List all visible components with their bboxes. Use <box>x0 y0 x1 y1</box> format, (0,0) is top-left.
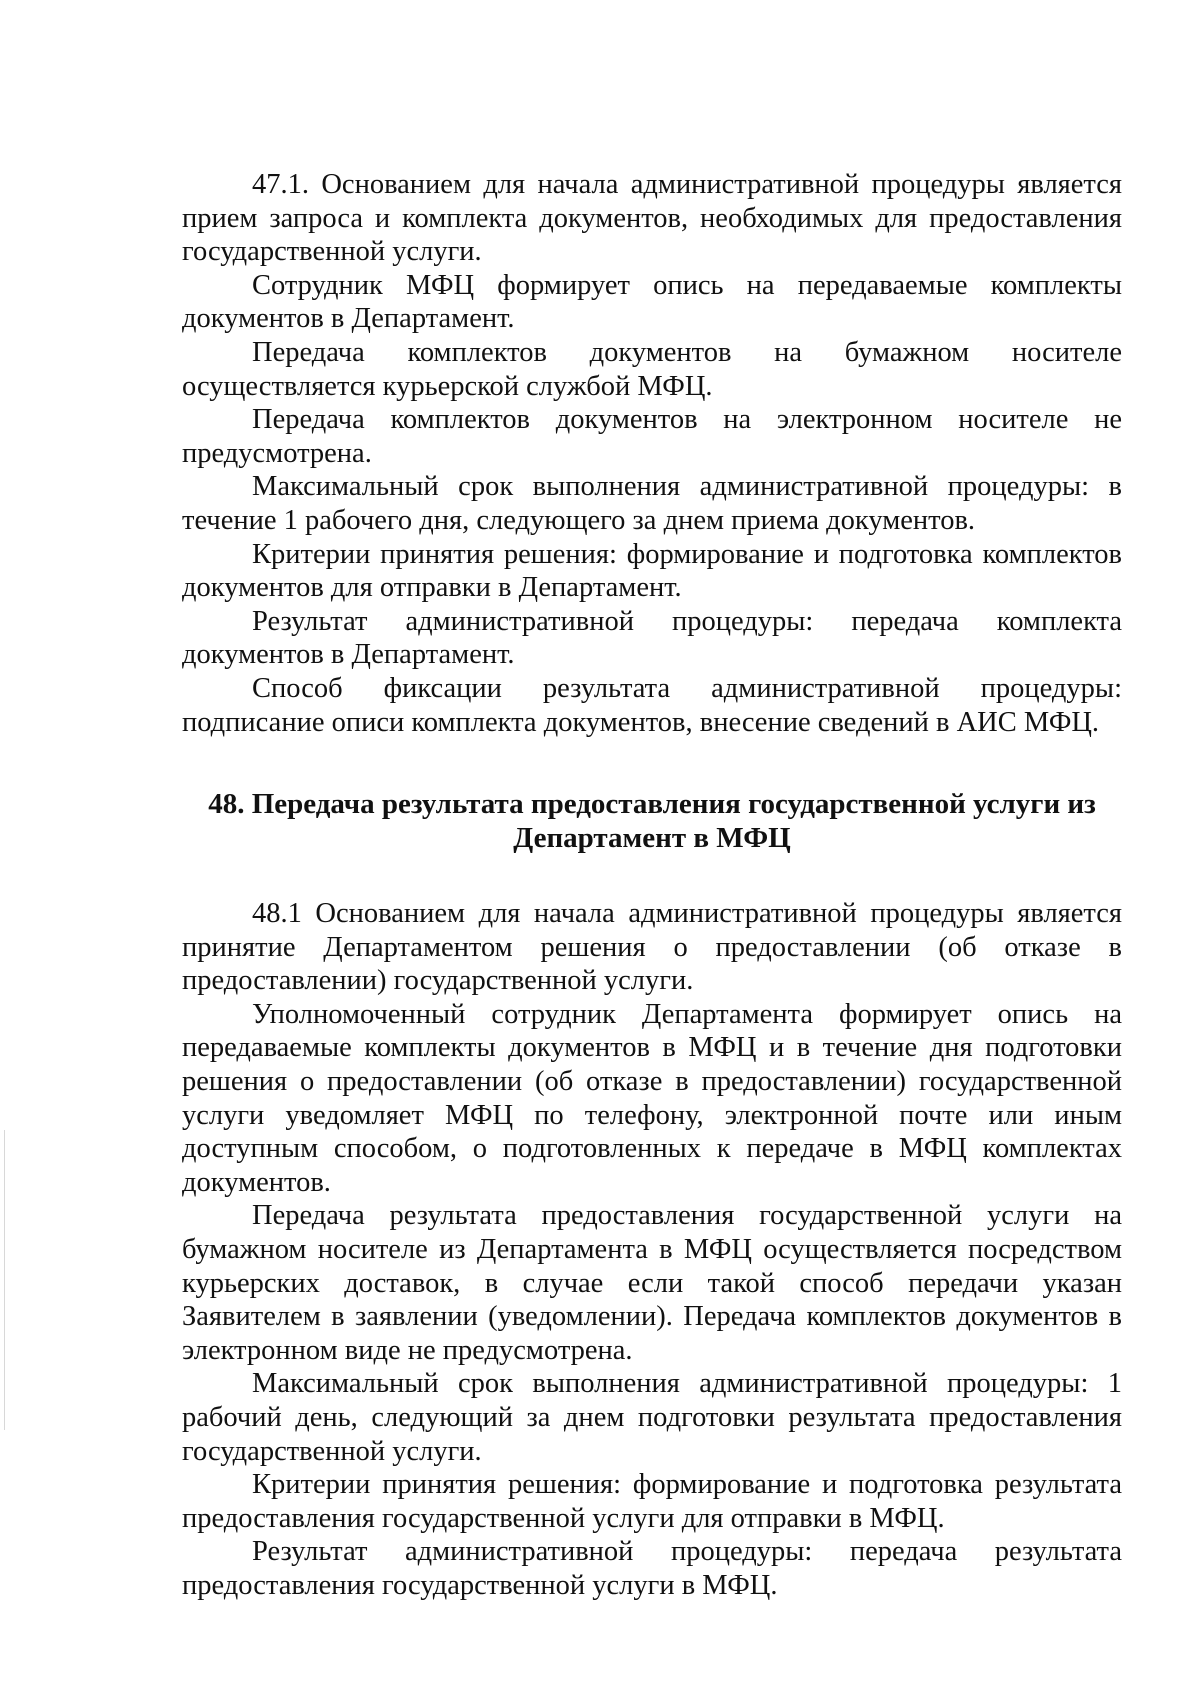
paragraph-48-paper-transfer: Передача результата предоставления государственной услуги на бумажном носителе из Департамента в МФЦ осуществляется посредством курьерских доставок, в случае если такой способ передачи указан Заявителем в заявлении (уведомлении). Передача комплектов документов в электронном виде не предусмотрена. <box>182 1200 1122 1366</box>
paragraph-48-1: 48.1 Основанием для начала административной процедуры является принятие Департаментом решения о предоставлении (об отказе в предоставлении) государственной услуги. <box>182 898 1122 997</box>
paragraph-47-fixation: Способ фиксации результата административной процедуры: подписание описи комплекта документов, внесение сведений в АИС МФЦ. <box>182 672 1122 738</box>
paragraph-47-paper-transfer: Передача комплектов документов на бумажном носителе осуществляется курьерской службой МФЦ. <box>182 336 1122 402</box>
paragraph-47-inventory: Сотрудник МФЦ формирует опись на передаваемые комплекты документов в Департамент. <box>182 269 1122 335</box>
paragraph-47-max-term: Максимальный срок выполнения административной процедуры: в течение 1 рабочего дня, следующего за днем приема документов. <box>182 471 1122 536</box>
section-48-heading-line-1: 48. Передача результата предоставления государственной услуги из <box>208 788 1096 821</box>
paragraph-47-result: Результат административной процедуры: передача комплекта документов в Департамент. <box>182 605 1122 671</box>
document-page <box>182 168 1122 1603</box>
section-48-heading-line-2: Департамент в МФЦ <box>513 822 791 855</box>
paragraph-48-max-term: Максимальный срок выполнения административной процедуры: 1 рабочий день, следующий за днем подготовки результата предоставления государственной услуги. <box>182 1368 1122 1467</box>
scan-edge-line <box>4 1130 5 1430</box>
section-48-heading <box>182 787 1122 855</box>
paragraph-47-criteria: Критерии принятия решения: формирование и подготовка комплектов документов для отправки в Департамент. <box>182 538 1122 604</box>
paragraph-48-criteria: Критерии принятия решения: формирование и подготовка результата предоставления государственной услуги для отправки в МФЦ. <box>182 1469 1122 1534</box>
paragraph-48-result: Результат административной процедуры: передача результата предоставления государственной услуги в МФЦ. <box>182 1536 1122 1601</box>
paragraph-47-1: 47.1. Основанием для начала административной процедуры является прием запроса и комплекта документов, необходимых для предоставления государственной услуги. <box>182 169 1122 268</box>
paragraph-47-electronic-transfer: Передача комплектов документов на электронном носителе не предусмотрена. <box>182 404 1122 469</box>
paragraph-48-notification: Уполномоченный сотрудник Департамента формирует опись на передаваемые комплекты документов в МФЦ и в течение дня подготовки решения о предоставлении (об отказе в предоставлении) государственной услуги уведомляет МФЦ по телефону, электронной почте или иным доступным способом, о подготовленных к передаче в МФЦ комплектах документов. <box>182 998 1122 1198</box>
